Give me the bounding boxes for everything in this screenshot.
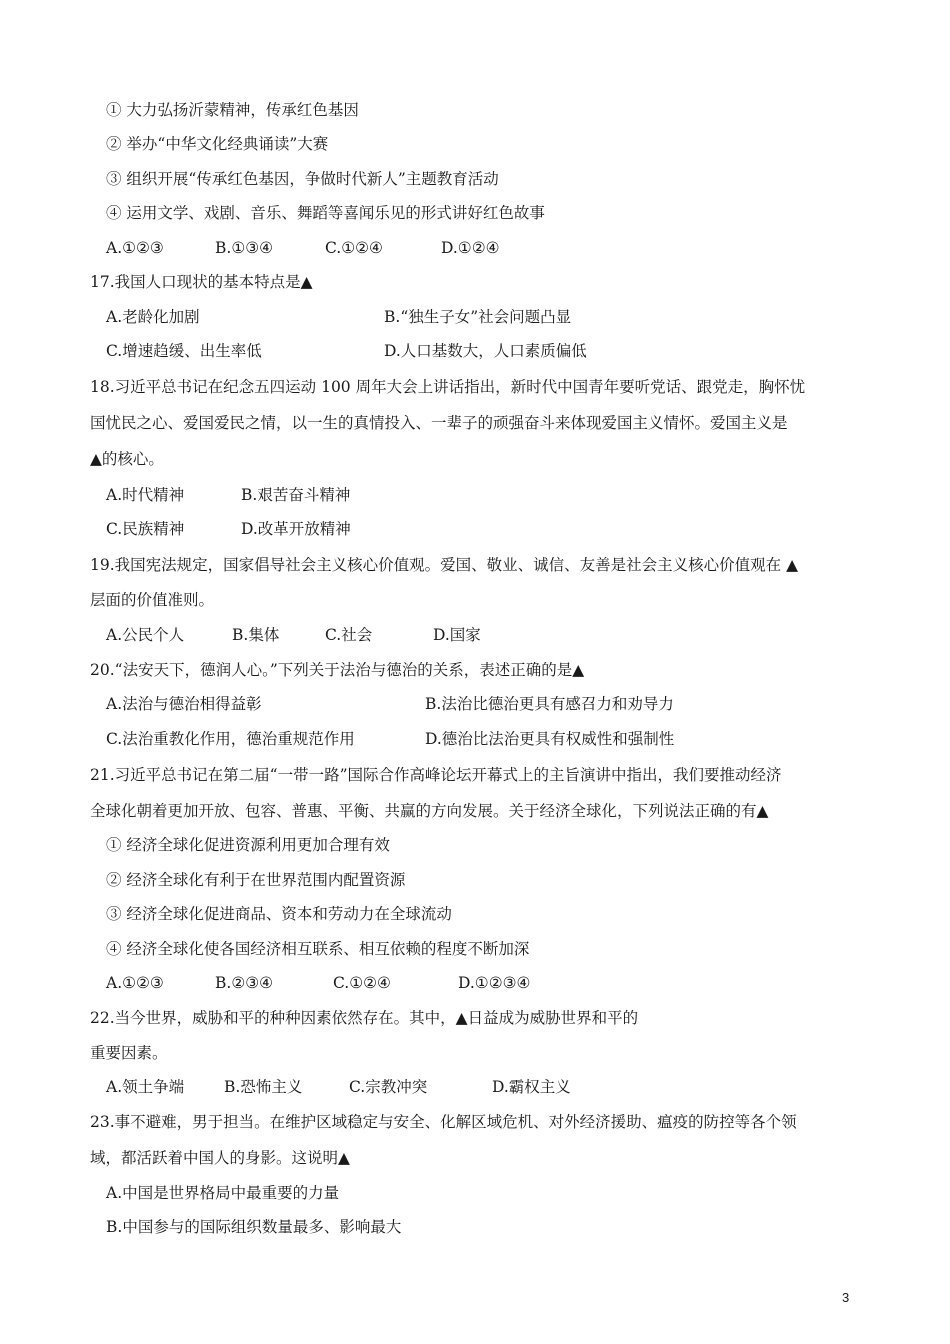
q23-option-a: A.中国是世界格局中最重要的力量 [106, 1184, 340, 1202]
q22-option-c: C.宗教冲突 [349, 1078, 428, 1096]
q20-option-b: B.法治比德治更具有感召力和劝导力 [425, 695, 674, 713]
q16-item-2: ② 举办“中华文化经典诵读”大赛 [106, 135, 329, 153]
q19-option-a: A.公民个人 [106, 626, 185, 644]
q16-item-3: ③ 组织开展“传承红色基因，争做时代新人”主题教育活动 [106, 170, 499, 188]
q20-option-c: C.法治重教化作用，德治重规范作用 [106, 730, 355, 748]
q22-stem-line-1: 22.当今世界，威胁和平的种种因素依然存在。其中，▲日益成为威胁世界和平的 [90, 1009, 639, 1027]
q19-option-c: C.社会 [325, 626, 373, 644]
q21-item-1: ① 经济全球化促进资源利用更加合理有效 [106, 836, 390, 854]
q21-item-2: ② 经济全球化有利于在世界范围内配置资源 [106, 871, 406, 889]
q22-stem-line-2: 重要因素。 [90, 1044, 168, 1062]
q17-option-c: C.增速趋缓、出生率低 [106, 342, 262, 360]
q16-option-c: C.①②④ [325, 239, 383, 257]
q18-option-d: D.改革开放精神 [241, 520, 351, 538]
q16-item-4: ④ 运用文学、戏剧、音乐、舞蹈等喜闻乐见的形式讲好红色故事 [106, 204, 545, 222]
q18-option-c: C.民族精神 [106, 520, 185, 538]
q20-option-a: A.法治与德治相得益彰 [106, 695, 262, 713]
q20-option-d: D.德治比法治更具有权威性和强制性 [425, 730, 675, 748]
q21-option-d: D.①②③④ [458, 974, 531, 992]
q21-item-4: ④ 经济全球化使各国经济相互联系、相互依赖的程度不断加深 [106, 940, 530, 958]
q21-option-c: C.①②④ [333, 974, 391, 992]
q21-option-a: A.①②③ [106, 974, 164, 992]
q20-stem: 20.“法安天下，德润人心。”下列关于法治与德治的关系，表述正确的是▲ [90, 661, 585, 679]
q17-option-b: B.“独生子女”社会问题凸显 [384, 308, 572, 326]
q16-option-d: D.①②④ [441, 239, 500, 257]
q23-option-b: B.中国参与的国际组织数量最多、影响最大 [106, 1218, 402, 1236]
q18-stem-line-2: 国忧民之心、爱国爱民之情，以一生的真情投入、一辈子的顽强奋斗来体现爱国主义情怀。爱国主义是 [90, 414, 788, 432]
q22-option-a: A.领土争端 [106, 1078, 185, 1096]
q19-option-d: D.国家 [433, 626, 481, 644]
q18-stem-line-1: 18.习近平总书记在纪念五四运动 100 周年大会上讲话指出，新时代中国青年要听党话、跟党走，胸怀忧 [90, 378, 806, 396]
q23-stem-line-1: 23.事不避难，男于担当。在维护区域稳定与安全、化解区域危机、对外经济援助、瘟疫的防控等各个领 [90, 1113, 797, 1131]
q17-option-d: D.人口基数大，人口素质偏低 [384, 342, 587, 360]
q19-stem-line-2: 层面的价值准则。 [90, 591, 215, 609]
q18-option-a: A.时代精神 [106, 486, 185, 504]
q21-stem-line-1: 21.习近平总书记在第二届“一带一路”国际合作高峰论坛开幕式上的主旨演讲中指出，我们要推动经济 [90, 766, 782, 784]
q22-option-b: B.恐怖主义 [224, 1078, 303, 1096]
q17-stem: 17.我国人口现状的基本特点是▲ [90, 273, 313, 291]
q16-option-a: A.①②③ [106, 239, 164, 257]
q18-option-b: B.艰苦奋斗精神 [241, 486, 351, 504]
page-number: 3 [842, 1290, 850, 1305]
q19-option-b: B.集体 [232, 626, 280, 644]
q21-option-b: B.②③④ [215, 974, 274, 992]
q23-stem-line-2: 域，都活跃着中国人的身影。这说明▲ [90, 1149, 350, 1167]
q18-stem-line-3: ▲的核心。 [90, 450, 164, 468]
q19-stem-line-1: 19.我国宪法规定，国家倡导社会主义核心价值观。爱国、敬业、诚信、友善是社会主义核心价值观在 ▲ [90, 556, 799, 574]
q16-option-b: B.①③④ [215, 239, 274, 257]
q21-item-3: ③ 经济全球化促进商品、资本和劳动力在全球流动 [106, 905, 452, 923]
q17-option-a: A.老龄化加剧 [106, 308, 200, 326]
q16-item-1: ① 大力弘扬沂蒙精神，传承红色基因 [106, 101, 359, 119]
q22-option-d: D.霸权主义 [492, 1078, 571, 1096]
q21-stem-line-2: 全球化朝着更加开放、包容、普惠、平衡、共赢的方向发展。关于经济全球化，下列说法正确的有▲ [90, 802, 769, 820]
